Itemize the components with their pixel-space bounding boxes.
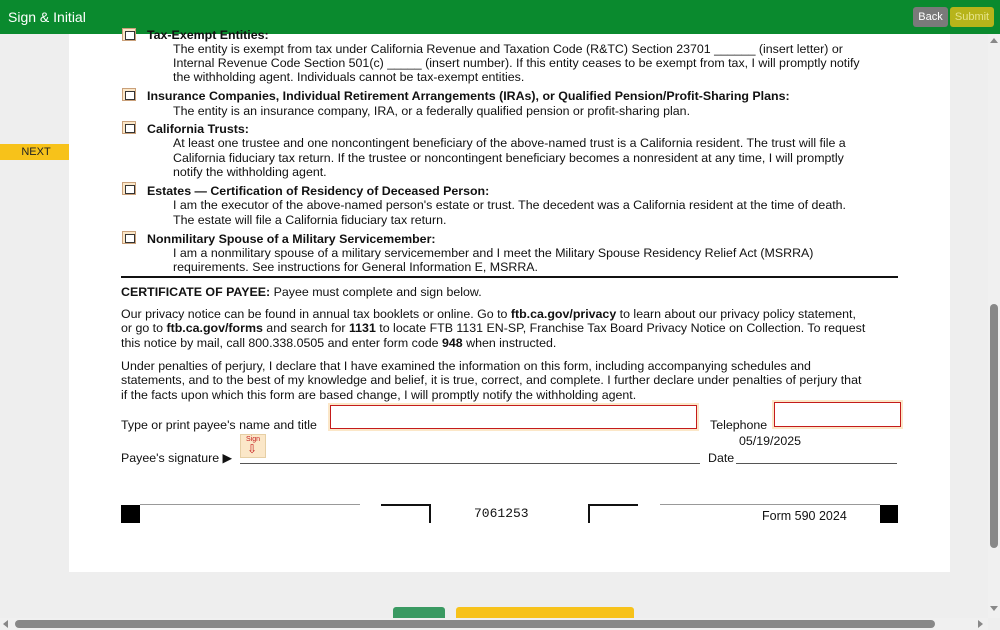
corner-mark-1-top: [381, 504, 431, 506]
corner-mark-2-top: [588, 504, 638, 506]
military-line-1: I am a nonmilitary spouse of a military servicemember and I meet the Military Spouse Residency Relief Act (MSRRA): [173, 246, 814, 260]
estates-line-2: The estate will file a California fiduciary tax return.: [173, 213, 447, 227]
california-trusts-checkbox[interactable]: [122, 121, 136, 134]
form-id: Form 590 2024: [762, 509, 847, 523]
scroll-down-icon[interactable]: [990, 606, 998, 611]
back-button[interactable]: Back: [913, 7, 948, 27]
name-title-label: Type or print payee's name and title: [121, 418, 317, 432]
vertical-scroll-thumb[interactable]: [990, 304, 998, 548]
date-value: 05/19/2025: [739, 434, 802, 448]
trusts-line-1: At least one trustee and one noncontingent beneficiary of the above-named trust is a California resident. The trust will file a: [173, 136, 846, 150]
payee-name-input[interactable]: [330, 405, 697, 429]
privacy-line-3: this notice by mail, call 800.338.0505 and enter form code 948 when instructed.: [121, 336, 557, 350]
privacy-line-2: or go to ftb.ca.gov/forms and search for 1131 to locate FTB 1131 EN-SP, Franchise Tax Board Privacy Notice on Collection. To request: [121, 321, 866, 335]
privacy-line-1: Our privacy notice can be found in annual tax booklets or online. Go to ftb.ca.gov/privacy to learn about our privacy policy statement,: [121, 307, 856, 321]
horizontal-scrollbar[interactable]: [0, 618, 988, 630]
trusts-line-2: California fiduciary tax return. If the trustee or noncontingent beneficiary becomes a nonresident at any time, I will promptly: [173, 151, 844, 165]
payee-name-field[interactable]: [328, 403, 699, 431]
sign-pen-icon: ⇩: [247, 442, 258, 456]
scroll-up-icon[interactable]: [990, 38, 998, 43]
date-label: Date: [708, 451, 735, 465]
tax-exempt-checkbox[interactable]: [122, 28, 136, 41]
tax-exempt-line-1: The entity is exempt from tax under California Revenue and Taxation Code (R&TC) Section 23701 ______ (insert letter) or: [173, 42, 843, 56]
military-line-2: requirements. See instructions for General Information E, MSRRA.: [173, 260, 538, 274]
trusts-line-3: notify the withholding agent.: [173, 165, 327, 179]
signature-field[interactable]: [240, 434, 266, 458]
footer-line-right: [660, 504, 880, 505]
military-spouse-checkbox[interactable]: [122, 231, 136, 244]
bottom-action-button[interactable]: [393, 607, 445, 618]
vertical-scrollbar[interactable]: [988, 34, 1000, 618]
estates-checkbox[interactable]: [122, 182, 136, 195]
telephone-label: Telephone: [710, 418, 768, 432]
required-fields-button[interactable]: [456, 607, 634, 618]
perjury-line-3: if the facts upon which this form are based change, I will promptly notify the withholding agent.: [121, 388, 637, 402]
document-page: [69, 28, 950, 572]
privacy-link[interactable]: ftb.ca.gov/privacy: [510, 307, 617, 321]
tax-exempt-line-2: Internal Revenue Code Section 501(c) _____ (insert number). If this entity ceases to be exempt from tax, I will promptly notify: [173, 56, 860, 70]
perjury-line-1: Under penalties of perjury, I declare that I have examined the information on this form, including accompanying schedules and: [121, 359, 811, 373]
telephone-input[interactable]: [774, 402, 901, 427]
insurance-line-1: The entity is an insurance company, IRA, or a federally qualified pension or profit-sharing plan.: [173, 104, 691, 118]
date-line: [736, 463, 897, 464]
insurance-title: Insurance Companies, Individual Retirement Arrangements (IRAs), or Qualified Pension/Profit-Sharing Plans:: [147, 89, 790, 103]
section-divider: [121, 276, 898, 278]
perjury-line-2: statements, and to the best of my knowledge and belief, it is true, correct, and complete. I further declare under penalties of perjury that: [121, 373, 862, 387]
signature-label: Payee's signature ▶: [121, 451, 233, 465]
certificate-of-payee: CERTIFICATE OF PAYEE: Payee must complete and sign below.: [121, 285, 482, 299]
next-field-tab[interactable]: NEXT: [0, 144, 72, 160]
scroll-left-icon[interactable]: [3, 620, 8, 628]
submit-button[interactable]: Submit: [950, 7, 994, 27]
horizontal-scroll-thumb[interactable]: [15, 620, 935, 628]
registration-mark-right: [880, 505, 898, 523]
scroll-right-icon[interactable]: [978, 620, 983, 628]
forms-link[interactable]: ftb.ca.gov/forms: [166, 321, 263, 335]
barcode-number: 7061253: [474, 506, 529, 521]
california-trusts-title: California Trusts:: [147, 122, 249, 136]
signature-line: [240, 463, 700, 464]
estates-line-1: I am the executor of the above-named person's estate or trust. The decedent was a California resident at the time of death.: [173, 198, 846, 212]
corner-mark-2-side: [588, 504, 590, 523]
insurance-checkbox[interactable]: [122, 88, 136, 101]
app-title: Sign & Initial: [8, 9, 86, 25]
telephone-field[interactable]: [772, 400, 903, 429]
sign-tag: Sign: [246, 436, 261, 443]
footer-line-left: [140, 504, 360, 505]
tax-exempt-line-3: the withholding agent. Individuals cannot be tax-exempt entities.: [173, 70, 525, 84]
tax-exempt-title: Tax-Exempt Entities:: [147, 28, 269, 42]
registration-mark-left: [121, 505, 140, 523]
corner-mark-1-side: [429, 504, 431, 523]
estates-title: Estates — Certification of Residency of Deceased Person:: [147, 184, 490, 198]
military-spouse-title: Nonmilitary Spouse of a Military Servicemember:: [147, 232, 436, 246]
